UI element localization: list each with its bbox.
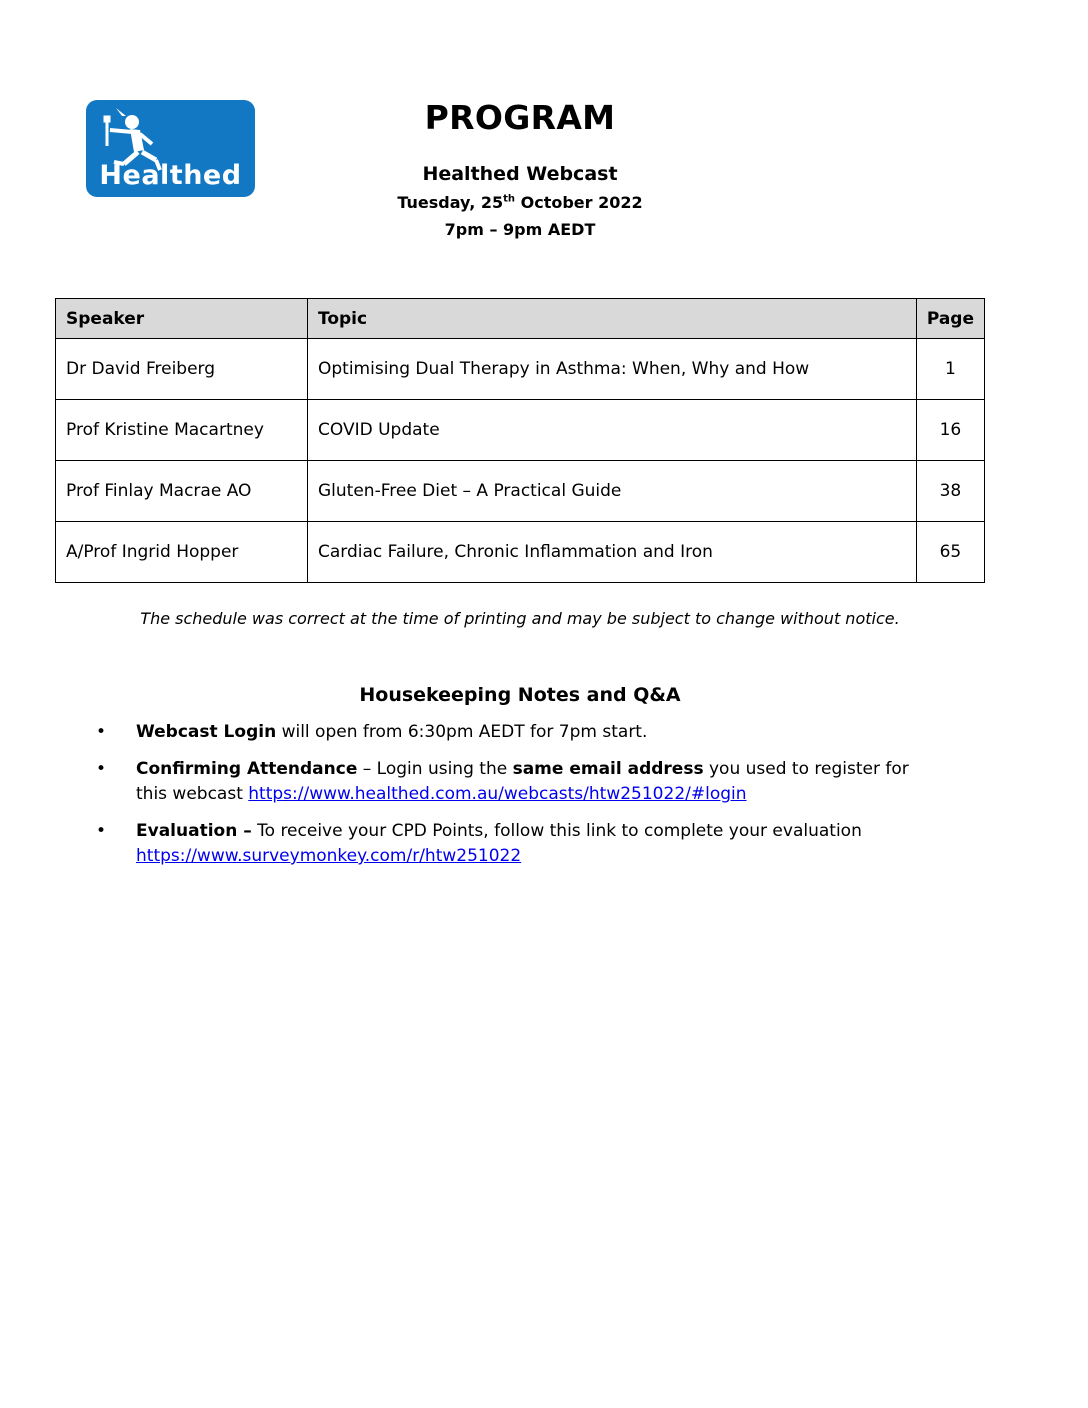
header-page: Page — [916, 299, 984, 339]
bullet-icon: • — [96, 722, 107, 742]
speaker-cell: Prof Kristine Macartney — [56, 400, 308, 461]
item-text: you used to register for this webcast — [136, 759, 909, 804]
topic-cell: COVID Update — [308, 400, 917, 461]
item-text: – Login using the — [357, 759, 513, 779]
speaker-cell: Prof Finlay Macrae AO — [56, 461, 308, 522]
page-cell: 1 — [916, 339, 984, 400]
topic-cell: Cardiac Failure, Chronic Inflammation and Iron — [308, 522, 917, 583]
table-row — [56, 522, 985, 583]
list-item — [96, 757, 926, 807]
page-cell: 65 — [916, 522, 984, 583]
event-date: Tuesday, 25th October 2022 — [397, 193, 643, 212]
page-cell: 38 — [916, 461, 984, 522]
page-title: PROGRAM — [424, 98, 616, 137]
bullet-icon: • — [96, 759, 107, 779]
speaker-cell: A/Prof Ingrid Hopper — [56, 522, 308, 583]
login-link[interactable]: https://www.healthed.com.au/webcasts/htw251022/#login — [248, 784, 747, 804]
item-heading: Evaluation – — [136, 821, 252, 841]
table-header-row — [56, 299, 985, 339]
bullet-icon: • — [96, 821, 107, 841]
item-heading: Webcast Login — [136, 722, 277, 742]
schedule-disclaimer: The schedule was correct at the time of printing and may be subject to change without notice. — [140, 609, 900, 628]
header-speaker: Speaker — [56, 299, 308, 339]
list-item — [96, 819, 926, 869]
evaluation-link[interactable]: https://www.surveymonkey.com/r/htw251022 — [136, 846, 522, 866]
topic-cell: Gluten-Free Diet – A Practical Guide — [308, 461, 917, 522]
table-row — [56, 400, 985, 461]
program-table — [55, 298, 985, 583]
header-topic: Topic — [308, 299, 917, 339]
table-row — [56, 339, 985, 400]
table-row — [56, 461, 985, 522]
event-subtitle: Healthed Webcast — [422, 163, 618, 185]
item-emphasis: same email address — [512, 759, 704, 779]
event-time: 7pm – 9pm AEDT — [444, 220, 596, 239]
logo-wordmark: Healthed — [99, 160, 242, 191]
topic-cell: Optimising Dual Therapy in Asthma: When, Why and How — [308, 339, 917, 400]
page-cell: 16 — [916, 400, 984, 461]
housekeeping-list — [96, 720, 926, 881]
item-text: To receive your CPD Points, follow this link to complete your evaluation — [251, 821, 862, 841]
speaker-cell: Dr David Freiberg — [56, 339, 308, 400]
item-heading: Confirming Attendance — [136, 759, 358, 779]
list-item — [96, 720, 926, 745]
item-text: will open from 6:30pm AEDT for 7pm start. — [276, 722, 648, 742]
housekeeping-title: Housekeeping Notes and Q&A — [359, 684, 681, 706]
